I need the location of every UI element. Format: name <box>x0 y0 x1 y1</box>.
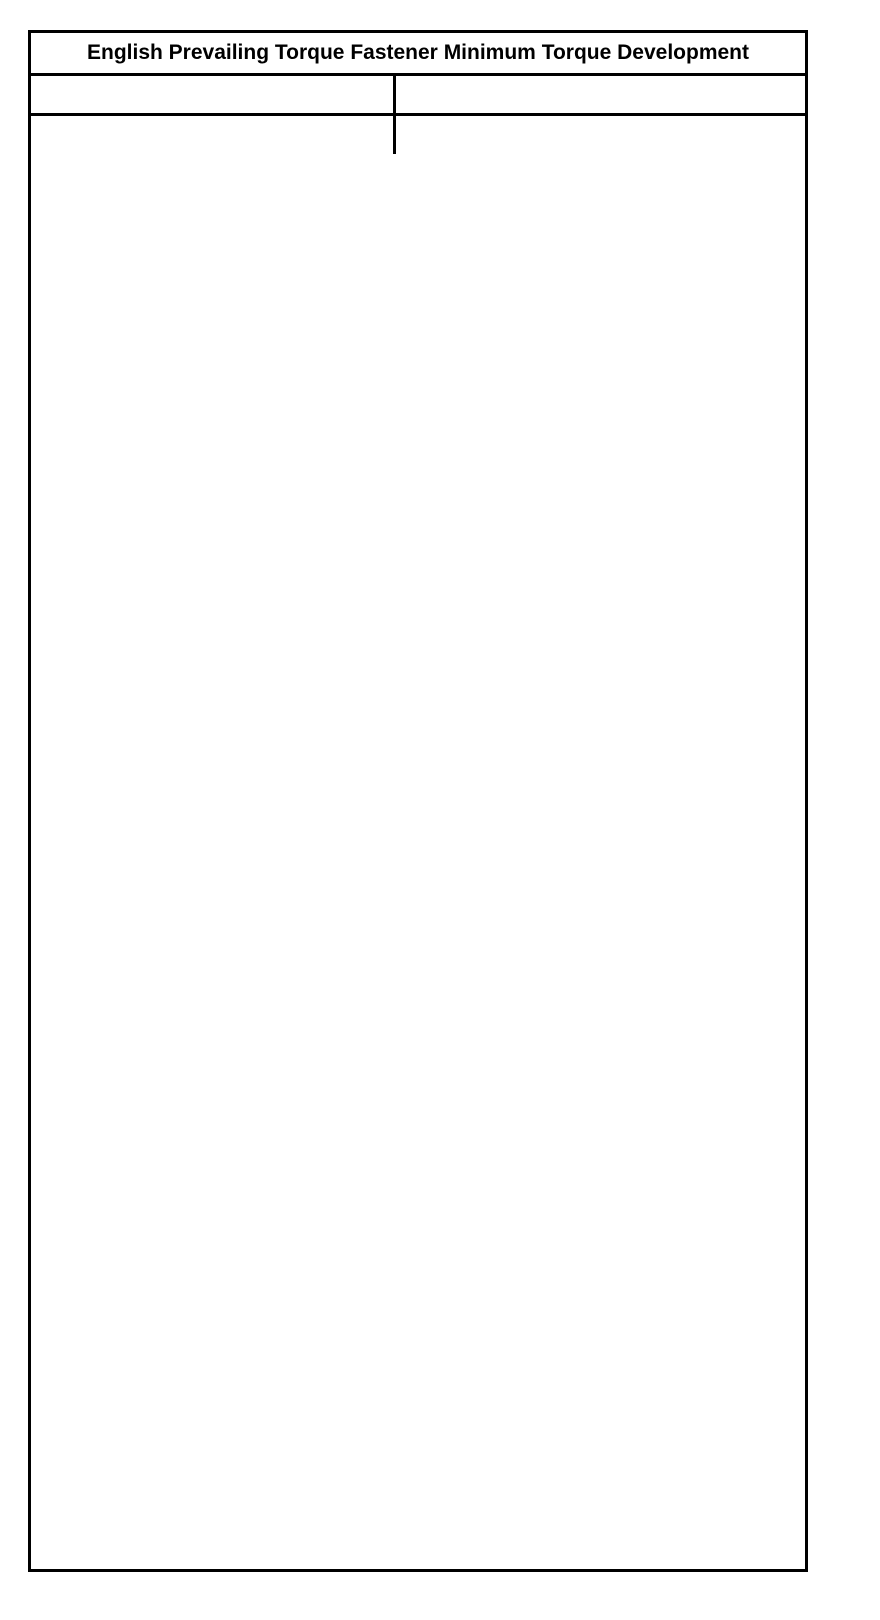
table-title: English Prevailing Torque Fastener Minimum Torque Development <box>87 41 749 64</box>
torque-spec-table <box>28 30 808 1572</box>
title-divider <box>31 73 805 76</box>
spec-divider <box>31 113 805 116</box>
